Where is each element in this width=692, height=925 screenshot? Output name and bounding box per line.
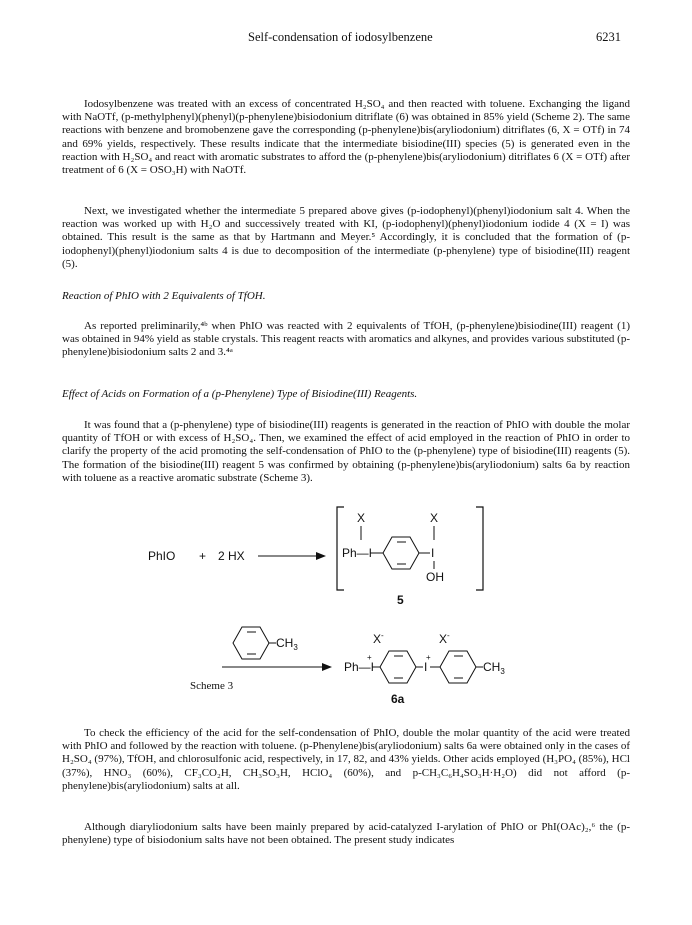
iodonium-plus-2: + [426,653,431,662]
iodonium-plus-1: + [367,653,372,662]
iodine-label: I [431,546,435,560]
arrowhead-2 [322,663,332,671]
hydroxyl-label: OH [426,570,444,584]
section-heading-tfoh: Reaction of PhIO with 2 Equivalents of TfOH. [62,290,266,302]
methyl-label-2: $CH_3$ [483,660,505,676]
paragraph-6: Although diaryliodonium salts have been mainly prepared by acid-catalyzed I-arylation of PhIO or PhI(OAc)₂,⁶ the (p-phenylene) type of bisiodonium salts have not been obtained. The present study indicates [62,821,630,847]
counterion-x-1: X- [373,631,384,646]
ph-i-plus-label: Ph—I [344,660,375,674]
reactant-phio: PhIO [148,549,176,563]
counterion-x-2: X- [439,631,450,646]
reactant-hx: 2 HX [218,549,245,563]
compound-5-label: 5 [397,593,404,607]
plus-sign: + [199,549,207,563]
paragraph-3: As reported preliminarily,⁴ᵇ when PhIO was reacted with 2 equivalents of TfOH, (p-phenylene)bisiodine(III) reagent (1) was obtained in 94% yield as stable crystals. This reagent reacts with aromatics and alkynes, and provides various substituted (p-phenylene)bisiodonium salts 2 and 3.⁴ᵃ [62,320,630,359]
scheme-caption: Scheme 3 [190,680,234,692]
ph-i-label: Ph—I [342,546,373,560]
arrowhead-1 [316,552,326,560]
running-header: Self-condensation of iodosylbenzene [248,30,433,44]
section-heading-acids: Effect of Acids on Formation of a (p-Phenylene) Type of Bisiodine(III) Reagents. [62,388,418,400]
right-bracket [476,507,483,590]
methyl-label: $CH_3$ [276,636,298,652]
compound-6a-label: 6a [391,692,405,706]
page-number: 6231 [596,30,621,44]
paragraph-5: To check the efficiency of the acid for the self-condensation of PhIO, double the molar quantity of the acid were treated with PhIO and followed by the reaction with toluene. (p-Phenylene)bis(aryliodonium) salts 6a were obtained only in the cases of H₂SO₄ (97%), TfOH, and chlorosulfonic acid, respectively, in 17, 82, and 43% yields. Other acids employed (H₃PO₄ (85%), HCl (37%), HNO₃ (60%), CF₃CO₂H, CH₃SO₃H, HClO₄ (60%), and p-CH₃C₆H₄SO₃H·H₂O) did not afford (p-phenylene)bis(aryliodonium) salts at all. [62,727,630,792]
ligand-x-right: X [430,511,439,525]
ligand-x-left: X [357,511,366,525]
paragraph-1: Iodosylbenzene was treated with an excess of concentrated H₂SO₄ and then reacted with toluene. Exchanging the ligand with NaOTf, (p-methylphenyl)(phenyl)(p-phenylene)bisiodonium ditriflate (6) was obtained in 85% yield (Scheme 2). The same reactions with benzene and bromobenzene gave the corresponding (p-phenylene)bis(aryliodonium) ditriflates (6, X = OTf) in 74 and 69% yields, respectively. These results indicate that the intermediate bisiodine(III) species (5) is generated even in the reaction with H₂SO₄ and react with aromatic substrates to afford the (p-phenylene)bis(aryliodonium) ditriflates 6 (X = OTf) after treatment of 6 (X = OSO₃H) with NaOTf. [62,98,630,177]
paragraph-2: Next, we investigated whether the intermediate 5 prepared above gives (p-iodophenyl)(phenyl)iodonium salt 4. When the reaction was worked up with H₂O and successively treated with KI, (p-iodophenyl)(phenyl)iodonium iodide 4 (X = I) was obtained. This result is the same as that by Hartmann and Meyer.⁵ Accordingly, it is concluded that the formation of (p-iodophenyl)(phenyl)iodonium salts 4 is due to decomposition of the intermediate (p-phenylene) type of bisiodine(III) reagent (5). [62,205,630,270]
paragraph-4: It was found that a (p-phenylene) type of bisiodine(III) reagents is generated in the reaction of PhIO with double the molar quantity of TfOH or with excess of H₂SO₄. Then, we examined the effect of acid employed in the reaction of PhIO in order to clarify the property of the acid promoting the self-condensation of PhIO to the (p-phenylene) type of bisiodine(III) reagents (5). The formation of the bisiodine(III) reagent 5 was confirmed by obtaining (p-phenylene)bis(aryliodonium) salts 6a by reaction with toluene as a reactive aromatic substrate (Scheme 3). [62,419,630,484]
iodine-label-2: I [424,660,428,674]
